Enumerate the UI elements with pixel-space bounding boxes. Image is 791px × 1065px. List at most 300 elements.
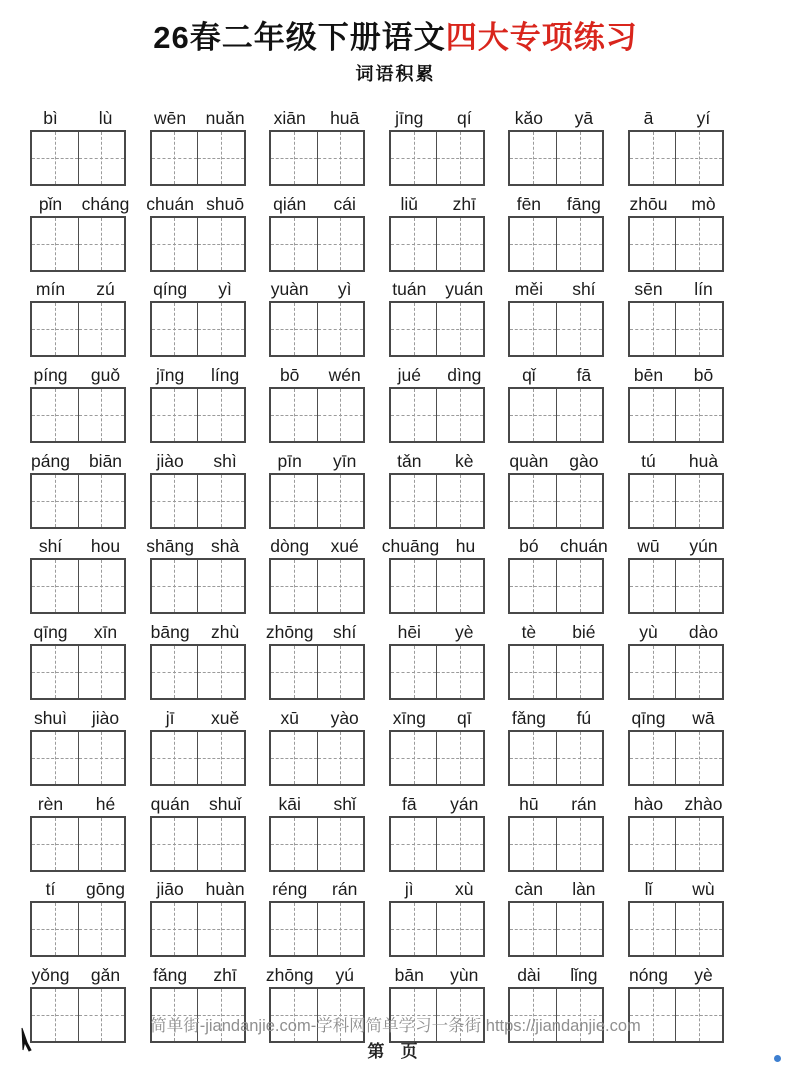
word-entry (150, 447, 246, 533)
character-cell (317, 560, 364, 612)
writing-box (628, 558, 724, 614)
writing-box (389, 644, 485, 700)
pinyin-syllable: quán (150, 793, 190, 814)
pinyin-syllable: làn (572, 879, 596, 900)
character-cell (510, 560, 556, 612)
pinyin-syllable: líng (210, 365, 240, 386)
character-cell (78, 132, 125, 184)
writing-box (389, 558, 485, 614)
pinyin-label (501, 447, 611, 473)
word-entry (30, 790, 126, 876)
character-cell (556, 132, 603, 184)
pinyin-syllable: dài (517, 964, 541, 985)
word-entry (150, 275, 246, 361)
pinyin-syllable: bì (43, 108, 58, 128)
word-entry (150, 618, 246, 704)
pinyin-syllable: dòng (270, 536, 310, 557)
pinyin-syllable: yào (330, 707, 359, 728)
character-cell (271, 132, 317, 184)
pinyin-label (621, 790, 731, 816)
writing-box (269, 130, 365, 186)
pinyin-syllable: kǎo (514, 108, 543, 128)
pinyin-syllable: shuì (33, 707, 68, 728)
character-cell (271, 732, 317, 784)
character-cell (510, 132, 556, 184)
pinyin-label (262, 875, 372, 901)
pinyin-label (501, 875, 611, 901)
word-entry (30, 361, 126, 447)
pinyin-label (262, 361, 372, 387)
character-cell (630, 218, 676, 270)
character-cell (317, 303, 364, 355)
character-cell (510, 389, 556, 441)
word-entry (146, 532, 246, 618)
pinyin-label (501, 361, 611, 387)
writing-box (30, 816, 126, 872)
pinyin-label (23, 104, 133, 130)
character-cell (556, 218, 603, 270)
writing-box (30, 558, 126, 614)
pinyin-syllable: chuán (146, 193, 194, 214)
writing-box (269, 473, 365, 529)
pinyin-syllable: qián (273, 193, 307, 214)
pinyin-label (382, 532, 492, 558)
pinyin-syllable: mín (35, 279, 66, 300)
character-cell (510, 303, 556, 355)
character-cell (630, 818, 676, 870)
pinyin-syllable: chuāng (381, 536, 440, 557)
pinyin-label (23, 961, 133, 987)
pinyin-syllable: bāng (150, 622, 190, 643)
pinyin-syllable: hēi (397, 622, 421, 643)
character-cell (32, 475, 78, 527)
pinyin-syllable: yuán (445, 279, 484, 300)
character-cell (271, 475, 317, 527)
writing-box (628, 130, 724, 186)
character-cell (436, 475, 483, 527)
pinyin-syllable: hé (95, 793, 116, 814)
character-cell (675, 475, 722, 527)
pinyin-label (382, 790, 492, 816)
pinyin-syllable: sēn (634, 279, 663, 300)
pinyin-syllable: gǎn (90, 964, 121, 985)
pinyin-syllable: yǒng (31, 964, 70, 985)
pinyin-syllable: fǎng (153, 964, 188, 985)
pinyin-syllable: jué (397, 365, 421, 386)
character-cell (32, 646, 78, 698)
word-entry (30, 447, 126, 533)
pinyin-syllable: nuǎn (205, 108, 245, 128)
pinyin-label (262, 104, 372, 130)
word-entry (508, 361, 604, 447)
pinyin-label (382, 875, 492, 901)
word-entry (508, 190, 604, 276)
word-entry (508, 875, 604, 961)
word-entry (628, 447, 724, 533)
writing-box (508, 473, 604, 529)
word-row (30, 447, 724, 533)
character-cell (152, 132, 198, 184)
character-cell (510, 732, 556, 784)
pinyin-syllable: zhī (452, 193, 476, 214)
character-cell (556, 646, 603, 698)
character-cell (391, 732, 437, 784)
pinyin-syllable: yú (335, 964, 354, 985)
pinyin-syllable: qíng (153, 279, 188, 300)
pinyin-syllable: tǎn (397, 450, 422, 471)
section-subtitle: 词语积累 (355, 64, 436, 84)
pinyin-label (143, 704, 253, 730)
character-cell (271, 218, 317, 270)
writing-box (628, 816, 724, 872)
pinyin-syllable: yīn (333, 450, 357, 471)
character-cell (436, 389, 483, 441)
character-cell (510, 475, 556, 527)
pinyin-syllable: pǐn (38, 193, 63, 214)
writing-box (150, 901, 246, 957)
word-row (30, 532, 724, 618)
writing-box (269, 301, 365, 357)
writing-box (30, 301, 126, 357)
pinyin-syllable: qīng (631, 707, 666, 728)
character-cell (197, 732, 244, 784)
writing-box (389, 216, 485, 272)
writing-box (508, 644, 604, 700)
character-cell (436, 560, 483, 612)
word-entry (269, 104, 365, 190)
word-entry (150, 361, 246, 447)
writing-box (269, 558, 365, 614)
character-cell (271, 903, 317, 955)
word-entry (30, 190, 130, 276)
pinyin-label (621, 190, 731, 216)
pinyin-label (23, 532, 133, 558)
word-entry (628, 104, 724, 190)
word-entry (30, 275, 126, 361)
pinyin-syllable: wù (692, 879, 715, 900)
pinyin-syllable: yù (639, 622, 658, 643)
pinyin-label (621, 961, 731, 987)
character-cell (630, 732, 676, 784)
pinyin-syllable: yè (455, 622, 474, 643)
character-cell (78, 646, 125, 698)
pinyin-syllable: wén (328, 365, 361, 386)
writing-box (628, 473, 724, 529)
pinyin-syllable: lù (98, 108, 113, 128)
pinyin-label (621, 104, 731, 130)
writing-box (30, 387, 126, 443)
pinyin-syllable: xù (455, 879, 474, 900)
writing-box (30, 473, 126, 529)
pinyin-syllable: fǎng (511, 707, 546, 728)
pinyin-syllable: gào (569, 450, 599, 471)
pinyin-syllable: jiāo (156, 879, 184, 900)
pinyin-label (382, 961, 492, 987)
word-entry (628, 532, 724, 618)
pinyin-syllable: jī (165, 707, 175, 728)
pinyin-syllable: wā (692, 707, 715, 728)
writing-box (150, 130, 246, 186)
word-entry (146, 190, 246, 276)
pinyin-syllable: yún (689, 536, 718, 557)
character-cell (630, 132, 676, 184)
pinyin-syllable: měi (514, 279, 543, 300)
pinyin-label (501, 532, 611, 558)
pinyin-syllable: zhī (213, 964, 237, 985)
character-cell (630, 303, 676, 355)
word-entry (389, 704, 485, 790)
pinyin-syllable: qī (456, 707, 472, 728)
pinyin-label (143, 532, 253, 558)
character-cell (436, 903, 483, 955)
writing-box (30, 644, 126, 700)
pinyin-syllable: xiān (273, 108, 306, 128)
pinyin-label (23, 704, 133, 730)
character-cell (510, 818, 556, 870)
pinyin-label (382, 190, 492, 216)
pinyin-label (262, 790, 372, 816)
pinyin-syllable: kè (455, 450, 474, 471)
pinyin-word-grid (30, 104, 724, 1047)
pinyin-label (501, 790, 611, 816)
character-cell (317, 646, 364, 698)
blue-dot-marker (774, 1055, 781, 1062)
writing-box (150, 644, 246, 700)
pinyin-syllable: huā (330, 108, 360, 128)
character-cell (510, 903, 556, 955)
word-entry (389, 790, 485, 876)
word-entry (30, 618, 126, 704)
pinyin-syllable: shuǐ (209, 793, 242, 814)
character-cell (391, 903, 437, 955)
pinyin-syllable: bō (693, 365, 714, 386)
pinyin-label (143, 618, 253, 644)
word-row (30, 190, 724, 276)
character-cell (152, 303, 198, 355)
pinyin-label (143, 447, 253, 473)
word-entry (265, 618, 365, 704)
word-entry (628, 190, 724, 276)
pinyin-label (262, 618, 372, 644)
character-cell (510, 218, 556, 270)
pinyin-syllable: shí (572, 279, 596, 300)
pinyin-label (23, 361, 133, 387)
word-entry (628, 275, 724, 361)
writing-box (508, 130, 604, 186)
word-entry (269, 361, 365, 447)
character-cell (391, 646, 437, 698)
word-entry (269, 447, 365, 533)
pinyin-label (23, 447, 133, 473)
character-cell (78, 218, 125, 270)
writing-box (150, 216, 246, 272)
character-cell (78, 560, 125, 612)
pinyin-syllable: réng (272, 879, 308, 900)
pinyin-syllable: qīng (33, 622, 68, 643)
character-cell (630, 646, 676, 698)
pinyin-syllable: bān (394, 964, 424, 985)
character-cell (436, 218, 483, 270)
pinyin-syllable: hou (90, 536, 121, 557)
pinyin-syllable: jiào (156, 450, 184, 471)
writing-box (30, 130, 126, 186)
character-cell (317, 389, 364, 441)
pinyin-syllable: fā (401, 793, 417, 814)
character-cell (630, 560, 676, 612)
character-cell (556, 818, 603, 870)
writing-box (508, 730, 604, 786)
pinyin-syllable: jì (404, 879, 414, 900)
character-cell (556, 303, 603, 355)
pinyin-syllable: zhù (210, 622, 240, 643)
watermark-text: 简单街-jiandanjie.com-学科网简单学习一条街 https://jiandanjie.com (150, 1017, 641, 1035)
character-cell (556, 560, 603, 612)
writing-box (628, 216, 724, 272)
writing-box (508, 816, 604, 872)
writing-box (269, 730, 365, 786)
word-entry (389, 447, 485, 533)
word-row (30, 704, 724, 790)
pinyin-syllable: shāng (146, 536, 194, 557)
writing-box (389, 387, 485, 443)
pinyin-syllable: huàn (205, 879, 245, 900)
writing-box (30, 901, 126, 957)
writing-box (389, 130, 485, 186)
pinyin-label (501, 104, 611, 130)
pinyin-syllable: shǐ (333, 793, 356, 814)
word-entry (30, 875, 126, 961)
word-entry (508, 618, 604, 704)
character-cell (391, 218, 437, 270)
pinyin-syllable: wēn (154, 108, 187, 128)
pinyin-label (143, 875, 253, 901)
character-cell (78, 732, 125, 784)
pinyin-label (143, 361, 253, 387)
character-cell (391, 475, 437, 527)
character-cell (317, 218, 364, 270)
pinyin-label (621, 618, 731, 644)
character-cell (675, 903, 722, 955)
writing-box (269, 387, 365, 443)
pinyin-syllable: shà (210, 536, 240, 557)
character-cell (78, 303, 125, 355)
character-cell (271, 560, 317, 612)
word-entry (30, 532, 126, 618)
word-entry (508, 532, 608, 618)
pinyin-label (23, 275, 133, 301)
character-cell (197, 560, 244, 612)
pinyin-syllable: ā (643, 108, 654, 128)
pinyin-syllable: tè (521, 622, 537, 643)
character-cell (271, 303, 317, 355)
pinyin-syllable: càn (514, 879, 543, 900)
page-title (0, 12, 791, 57)
character-cell (317, 475, 364, 527)
pinyin-syllable: yè (694, 964, 713, 985)
pinyin-syllable: quàn (509, 450, 549, 471)
pinyin-syllable: xīn (93, 622, 118, 643)
pinyin-label (621, 275, 731, 301)
character-cell (436, 732, 483, 784)
writing-box (508, 558, 604, 614)
character-cell (630, 475, 676, 527)
word-row (30, 875, 724, 961)
word-entry (269, 532, 365, 618)
pinyin-syllable: qí (456, 108, 472, 128)
character-cell (197, 132, 244, 184)
pinyin-syllable: xū (280, 707, 299, 728)
character-cell (675, 389, 722, 441)
pinyin-label (382, 104, 492, 130)
pinyin-syllable: fú (576, 707, 592, 728)
pinyin-syllable: pīn (277, 450, 302, 471)
word-row (30, 618, 724, 704)
pinyin-syllable: xué (330, 536, 359, 557)
character-cell (197, 303, 244, 355)
pinyin-label (382, 704, 492, 730)
writing-box (269, 901, 365, 957)
character-cell (152, 646, 198, 698)
pinyin-syllable: nóng (629, 964, 668, 985)
word-entry (30, 704, 126, 790)
word-entry (30, 104, 126, 190)
pinyin-syllable: lín (694, 279, 713, 300)
character-cell (32, 732, 78, 784)
pinyin-syllable: dìng (447, 365, 482, 386)
writing-box (269, 216, 365, 272)
character-cell (317, 818, 364, 870)
character-cell (197, 818, 244, 870)
word-row (30, 790, 724, 876)
pinyin-label (23, 618, 133, 644)
pinyin-syllable: yí (696, 108, 711, 128)
pinyin-label (23, 790, 133, 816)
word-entry (508, 275, 604, 361)
pinyin-label (143, 275, 253, 301)
word-entry (508, 447, 604, 533)
character-cell (32, 132, 78, 184)
character-cell (32, 218, 78, 270)
pinyin-label (262, 447, 372, 473)
word-row (30, 104, 724, 190)
character-cell (556, 475, 603, 527)
character-cell (675, 303, 722, 355)
pinyin-label (621, 361, 731, 387)
pinyin-syllable: jiào (91, 707, 120, 728)
pinyin-syllable: bié (572, 622, 596, 643)
word-entry (269, 275, 365, 361)
character-cell (391, 303, 437, 355)
word-entry (628, 704, 724, 790)
pinyin-label (262, 190, 372, 216)
pinyin-syllable: qǐ (522, 365, 536, 386)
word-entry (508, 790, 604, 876)
character-cell (675, 818, 722, 870)
writing-box (389, 301, 485, 357)
page-title-red: 四大专项练习 (445, 20, 638, 55)
writing-box (628, 644, 724, 700)
pinyin-syllable: fēn (516, 193, 542, 214)
word-entry (508, 104, 604, 190)
character-cell (197, 475, 244, 527)
character-cell (197, 218, 244, 270)
pinyin-syllable: kāi (278, 793, 301, 814)
pinyin-syllable: tí (45, 879, 56, 900)
character-cell (675, 646, 722, 698)
word-entry (389, 104, 485, 190)
character-cell (197, 389, 244, 441)
pinyin-label (382, 361, 492, 387)
